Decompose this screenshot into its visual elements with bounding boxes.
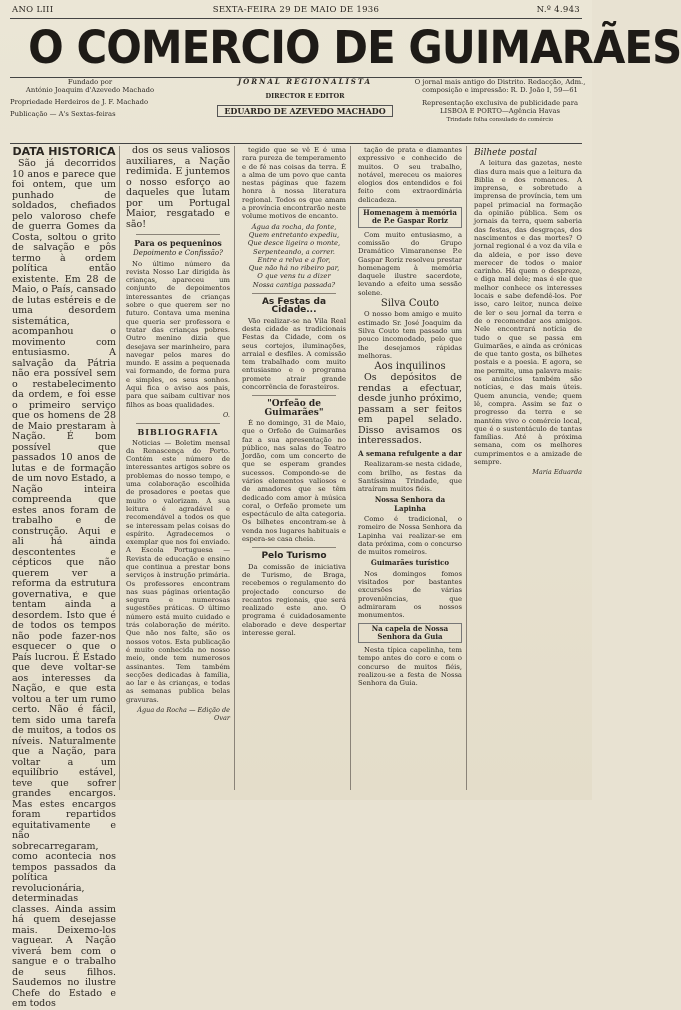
founded-label: Fundado por [67,78,113,86]
subheader-left [10,78,170,142]
poem-line: Nossa cantiga passada? [252,280,336,289]
article-body: tação de prata e diamantes expressivo e conhecido de muitos. O seu trabalho, notável, mereceu os maiores elogios dos entendidos e foi feito com extraordinária delicadeza. [358,146,462,204]
article-title-data-historica: DATA HISTORICA [12,145,116,158]
article-body: Da comissão de iniciativa de Turismo, de Braga, recebemos o regulamento do projectado concurso de recantos regionais, que será realizado este ano. O programa é cuidadosamente elaborado e deve despertar interesse geral. [242,562,346,638]
article-body: dos os seus valiosos auxiliares, a Nação redimida. E juntemos o nosso esforço ao daqueles que lutam por um Portugal Maior, resgatado e são! [126,145,230,230]
article-separator [252,547,336,548]
director-name: EDUARDO DE AZEVEDO MACHADO [217,105,392,117]
article-title-turismo: Pelo Turismo [261,551,327,562]
columns-top-rule [10,143,582,144]
column-1 [12,145,116,1010]
poem-line: Entre a relva e a flor, [257,255,331,264]
poem-line: Que não há no ribeiro par, [248,264,340,273]
column-3 [242,146,346,792]
masthead-title: O COMERCIO DE GUIMARÃES [28,21,681,74]
subheader-middle [210,78,400,142]
subheader [10,77,586,142]
top-rule [10,18,582,19]
article-title-orfeao: "Orfeão de Guimarães" [264,399,324,418]
article-body: No último número da revista Nosso Lar dirigida às crianças, apareceu um conjunto de depoimentos interessantes de crianças sobre o que querem ser no futuro. Contava uma menina que queria ser professora e tratar das crianças pobres. Outro menino dizia que desejava ser marinheiro, para navegar pelos mares do mundo. E assim a pequenada vai formando, de forma pura e simples, os seus sonhos. Aqui fica o aviso aos pais, para que saibam cultivar nos filhos as boas qualidades. [126,259,230,409]
column-4 [358,146,462,792]
article-body: É no domingo, 31 de Maio, que o Orfeão de Guimarães faz a sua apresentação no público, nas salas do Teatro Jordão, com um concerto de que se esperam grandes sucessos. Compondo-se de vários elementos valiosos e de amadores que se têm dedicado com amor à música coral, o Orfeão promete um espectáculo de alta categoria. Os bilhetes encontram-se à venda nos lugares habituais e espera-se casa cheia. [242,418,346,544]
consulate-line: Trindade folha consulado do comércio [446,117,554,124]
signature: Maria Eduarda [532,468,582,477]
poem-line: Quem entretanto expediu, [248,230,340,239]
signature: O. [222,410,230,419]
columns-area [10,145,582,1010]
article-body: tegido que se vê E é uma rara pureza de temperamento e de fé nas coisas da terra. É a alma de um povo que canta nestas páginas que fazem honra à nossa literatura regional. Todos os que amam a província encontrarão neste volume motivos de encanto. [242,146,346,221]
article-body: Realizaram-se nesta cidade, com brilho, as festas da Santíssima Trindade, que atraíram muitos fiéis. [358,460,462,494]
section-title-pequeninos: Para os pequeninos [134,238,222,248]
address-line: O jornal mais antigo do Distrito. Redacção, Adm., composição e impressão: R. D. João I, 59—61 [414,78,586,95]
year-label: ANO LIII [12,5,54,15]
issue-number: N.º 4.943 [536,5,580,15]
article-title-inquilinos: Aos inquilinos [374,361,446,373]
article-separator [252,395,336,396]
poem-line: Que desce ligeira o monte, [247,239,341,248]
article-title-bilhete-postal: Bilhete postal [474,148,537,158]
owner-line: Propriedade Herdeiros de J. F. Machado [10,97,149,106]
poem [242,223,346,289]
article-body: Nos domingos fomos visitados por bastantes excursões de várias proveniências, que admiraram os nossos monumentos. [358,569,462,620]
article-body: O nosso bom amigo e muito estimado Sr. José Joaquim da Silva Couto tem passado um pouco incomodado, pelo que lhe desejamos rápidas melhoras. [358,310,462,360]
section-subtitle: Depoimento e Confissão? [133,249,223,258]
article-body: São já decorridos 10 anos e parece que foi ontem, que um punhado de soldados, chefiados pelo valoroso chefe de guerra Gomes da Costa, soltou o grito de salvação e pôs termo à ordem política então existente. Em 28 de Maio, o País, cansado de lutas estéreis e de uma desordem sistemática, acompanhou o movimento com entusiasmo. A salvação da Pátria não era possível sem o restabelecimento da ordem, e foi esse o primeiro serviço que os homens de 28 de Maio prestaram à Nação. É bom possível que passados 10 anos de lutas e de formação de um novo Estado, a Nação inteira compreenda que estes anos foram de trabalho e de construção. Aqui e ali há ainda descontentes e cépticos que não querem ver a reforma da estrutura governativa, e que tentam ainda a desordem. Isto que é de todos os tempos não pode fazer-nos esquecer o que o País lucrou. É Estado que deve voltar-se aos interesses da Nação, e que esta voltou a ter um rumo certo. Não é fácil, tem sido uma tarefa de muitos, a todos os níveis. Naturalmente que a Nação, para voltar a um equilíbrio estável, teve que sofrer grandes encargos. Mas estes encargos foram repartidos equitativamente e não sobrecarregaram, como acontecia nos tempos passados da política revolucionária, determinadas classes. Ainda assim há quem desejasse mais. Deixemo-los vaguear. A Nação viverá bem com o sangue e o trabalho de seus filhos. Saudemos no ilustre Chefe do Estado e em todos [12,158,116,1010]
header-top-line [12,5,580,17]
article-title-homenagem: Homenagem à memória de P.e Gaspar Roriz [358,207,462,228]
column-2 [126,146,230,792]
article-body: Os depósitos de rendas a efectuar, desde junho próximo, passam a ser feitos em papel selado. Disso avisamos os interessados. [358,372,462,447]
signature: Água da Rocha — Edição de Ovar [137,706,230,723]
poem-line: Água da rocha, da fonte, [251,222,337,231]
section-title-bibliografia: BIBLIOGRAFIA [137,427,219,438]
article-separator [136,234,220,235]
article-separator [252,293,336,294]
date-label: SEXTA-FEIRA 29 DE MAIO DE 1936 [212,5,380,15]
founder-name: António Joaquim d'Azevedo Machado [25,86,155,95]
poem-line: Serpenteando, a correr. [253,247,335,256]
journal-type: JORNAL REGIONALISTA [237,77,373,86]
advertising-line: Representação exclusiva de publicidade para LISBOA E PORTO—Agência Havas [421,98,579,115]
article-body: Noticias — Boletim mensal da Renascença do Porto. Contém este número de interessantes artigos sobre os problemas do nosso tempo, e uma colaboração escolhida de prosadores e poetas que muito o valorizam. A sua leitura é agradável e recomendável a todos os que se interessam pelas coisas do espírito. Agradecemos o exemplar que nos foi enviado. A Escola Portuguesa — Revista de educação e ensino que continua a prestar bons serviços à instrução primária. Os professores encontram nas suas páginas orientação segura e numerosas sugestões práticas. O último número está muito cuidado e trás colaboração de mérito. Que não nos falte, são os nossos votos. Esta publicação é muito conhecida no nosso meio, onde tem numerosos assinantes. Tem também secções dedicadas à família, ao lar e às crianças, e todas as semanas publica belas gravuras. [126,438,230,704]
article-body: A leitura das gazetas, neste dias dura mais que a leitura da Biblia e dos romances. A imprensa, e sobretudo a imprensa de província, tem um papel primacial na formação da opinião pública. Sem os jornais da terra, quem saberia das festas, das desgraças, dos nascimentos e das mortes? O jornal regional é a voz da vila e da aldeia, e por isso deve merecer de todos o maior carinho. Há quem o despreze, e diga mal dele; mas é ele que melhor conhece os interesses locais e sabe defendê-los. Por isso, caro leitor, nunca deixe de ler o seu jornal da terra e de o recomendar aos amigos. Nele encontrará notícia de tudo o que se passa em Guimarães, e ainda as crónicas de que tanto gosta, os bilhetes postais e a poesia. E agora, se me permite, uma palavra mais: os anúncios também são notícias, e das mais úteis. Quem anuncia, vende; quem lê, compra. Assim se faz o progresso da terra e se mantém vivo o comércio local, que é o sustentáculo de tantas famílias. Até à próxima semana, com os melhores cumprimentos e a amizade de sempre. [474,159,582,466]
article-separator [136,423,220,424]
poem-line: O que vens tu a dizer [257,272,331,281]
article-title-lapinha: Nossa Senhora da Lapinha [374,495,446,513]
article-title-silva-couto: Silva Couto [380,298,440,310]
article-title-capela: Na capela de Nossa Senhora da Guia [358,623,462,644]
article-title-festas: As Festas da Cidade... [261,297,327,316]
publication-line: Publicação — A's Sextas-feiras [10,109,116,118]
article-body: Vão realizar-se na Vila Real desta cidade as tradicionais Festas da Cidade, com os seus cortejos, iluminações, arraial e desfiles. A comissão tem trabalhado com muito entusiasmo e o programa promete atrair grande concorrência de forasteiros. [242,316,346,392]
article-title-semana: A semana refulgente a dar [358,448,462,458]
column-5 [474,146,582,792]
director-label: DIRECTOR E EDITOR [265,92,345,101]
article-body: Como é tradicional, o romeiro de Nossa Senhora da Lapinha vai realizar-se em data próxima, com o concurso de muitos romeiros. [358,515,462,557]
article-body: Com muito entusiasmo, a comissão do Grupo Dramático Vimaranense P.e Gaspar Roriz resolveu prestar homenagem à memória daquele ilustre sacerdote, levando a efeito uma sessão solene. [358,230,462,297]
article-title-turistico: Guimarães turístico [370,558,450,568]
article-body: Nesta típica capelinha, tem tempo antes do coro e com o concurso de muitos fiéis, realizou-se a festa de Nossa Senhora da Guia. [358,646,462,688]
subheader-right [410,78,590,142]
